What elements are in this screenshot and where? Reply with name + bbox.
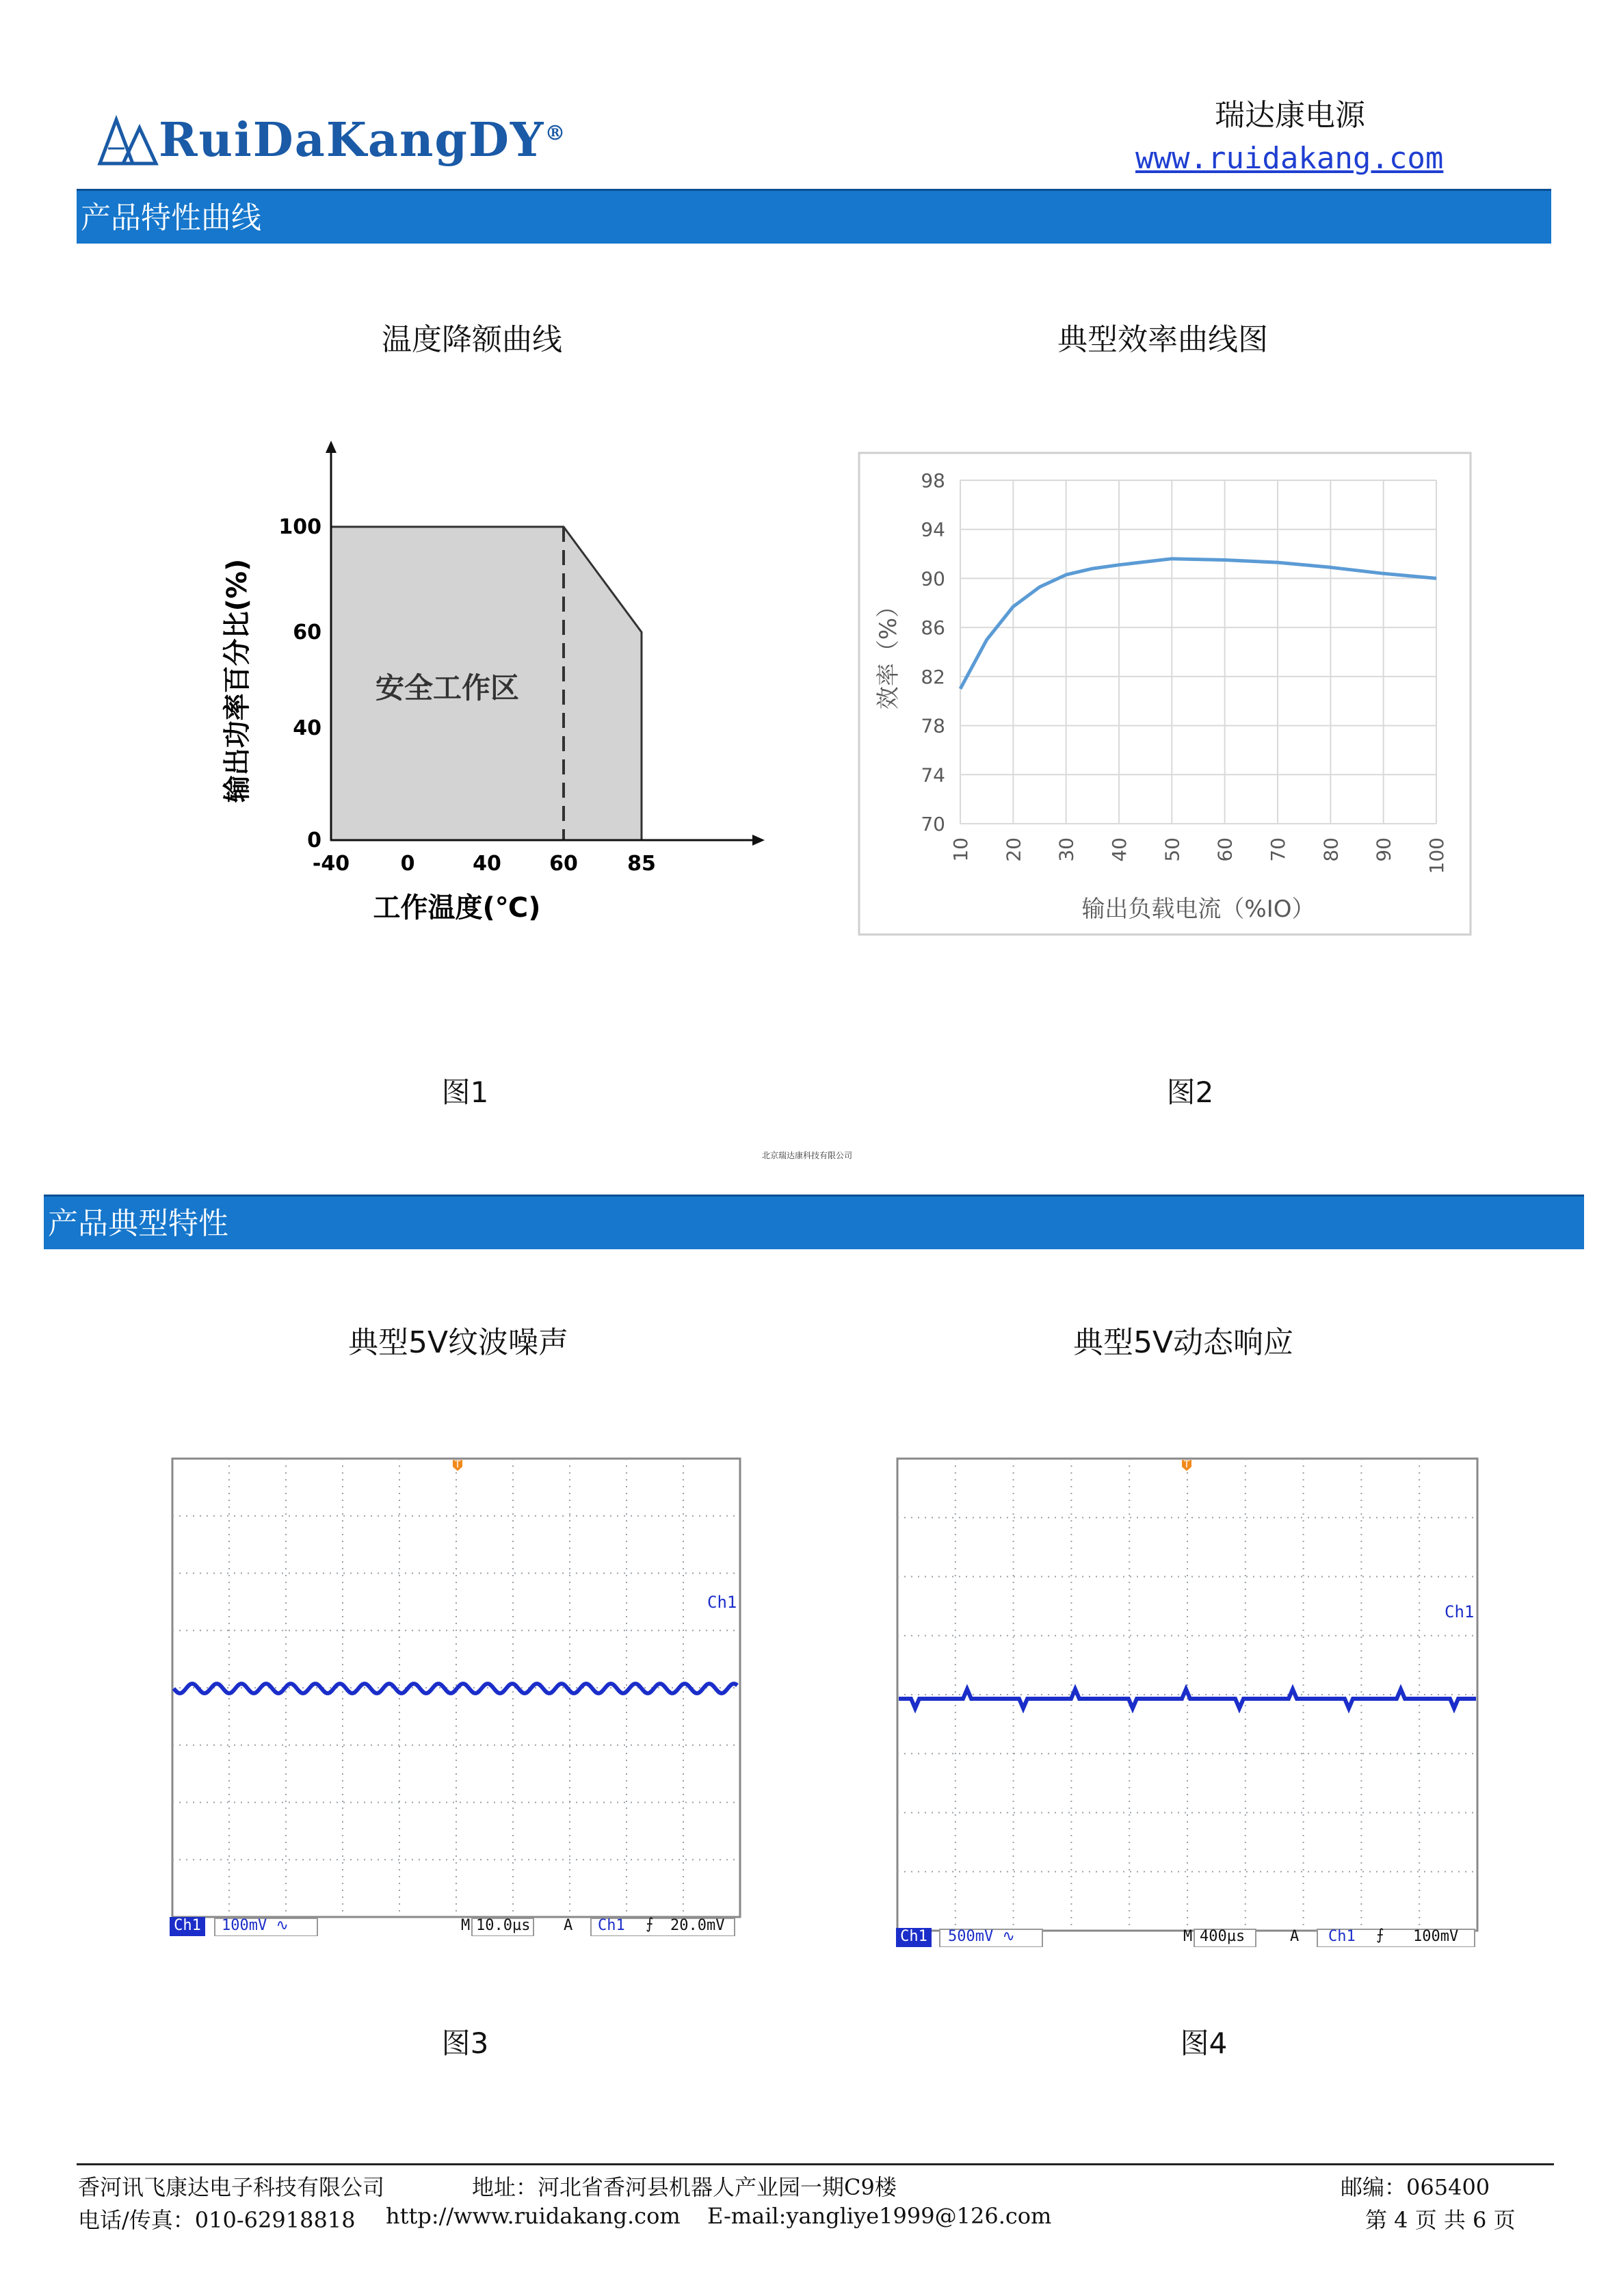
scope2-time-div: 400µs (1200, 1928, 1246, 1945)
header-company-name: 瑞达康电源 (1215, 98, 1365, 133)
logo-mountain-icon (97, 113, 159, 168)
y-tick-label: 70 (921, 813, 945, 835)
x-axis-label: 输出负载电流（%IO） (1081, 896, 1315, 923)
scope1-title: 典型5V纹波噪声 (347, 1325, 569, 1360)
chart1-title: 温度降额曲线 (382, 322, 562, 357)
scope2-volt-div: 500mV ∿ (948, 1928, 1015, 1945)
chart2-title: 典型效率曲线图 (1057, 322, 1268, 357)
y-tick-label: 40 (293, 716, 321, 740)
footer-phone: 电话/传真：010-62918818 (78, 2207, 356, 2233)
scope2-m-label: M (1183, 1928, 1193, 1945)
y-tick-label: 86 (921, 616, 945, 640)
x-tick-label: 40 (473, 852, 501, 876)
scope2-a-label: A (1290, 1928, 1300, 1945)
y-tick-label: 90 (921, 567, 945, 590)
x-tick-label: 40 (1108, 837, 1131, 862)
x-tick-label: 10 (949, 837, 972, 862)
x-tick-label: 80 (1319, 837, 1343, 862)
y-tick-label: 82 (921, 665, 945, 688)
footer-email[interactable]: E-mail:yangliye1999@126.com (707, 2203, 1052, 2229)
x-tick-label: 85 (627, 852, 656, 876)
footer-url[interactable]: http://www.ruidakang.com (386, 2203, 681, 2229)
x-tick-label: 30 (1055, 837, 1078, 862)
scope2-title: 典型5V动态响应 (1072, 1325, 1294, 1360)
x-axis-arrow-icon (752, 835, 765, 846)
scope2-trigger-source: Ch1 (1328, 1928, 1356, 1945)
rising-edge-icon: ⨍ (646, 1916, 654, 1933)
scope1-m-label: M (461, 1917, 471, 1934)
scope1-trigger-source: Ch1 (598, 1917, 625, 1934)
footer-divider (77, 2163, 1554, 2165)
x-tick-label: 90 (1372, 837, 1395, 862)
footer-address: 地址：河北省香河县机器人产业园一期C9楼 (472, 2174, 897, 2200)
figure-caption-1: 图1 (441, 1075, 489, 1109)
x-axis-label: 工作温度(℃) (373, 892, 541, 924)
scope1-trigger-level: 20.0mV (670, 1917, 725, 1934)
x-tick-label: -40 (312, 852, 350, 876)
rising-edge-icon: ⨍ (1376, 1927, 1384, 1944)
scope1-channel-label: Ch1 (707, 1593, 737, 1612)
footer-page-number: 第 4 页 共 6 页 (1365, 2207, 1516, 2233)
scope1-a-label: A (564, 1917, 573, 1934)
y-tick-label: 0 (307, 829, 321, 852)
scope2-channel-label: Ch1 (1445, 1602, 1475, 1621)
safe-area-label: 安全工作区 (375, 671, 520, 705)
section-bar-typical: 产品典型特性 (44, 1195, 1584, 1249)
y-axis-label: 输出功率百分比(%) (222, 558, 253, 803)
oscilloscope-dynamic (893, 1449, 1488, 1947)
x-tick-label: 50 (1161, 837, 1184, 862)
figure-caption-3: 图3 (441, 2026, 489, 2060)
y-tick-label: 74 (921, 764, 945, 787)
small-company-note: 北京瑞达康科技有限公司 (762, 1151, 853, 1160)
oscilloscope-ripple (167, 1449, 747, 1936)
scope1-volt-div: 100mV ∿ (222, 1917, 289, 1934)
logo-wordmark: RuiDaKangDY® (159, 113, 567, 168)
x-tick-label: 60 (549, 852, 578, 876)
y-tick-label: 78 (921, 714, 945, 738)
header-website-link[interactable]: www.ruidakang.com (1135, 141, 1444, 176)
coupling-icon: ∿ (1002, 1928, 1015, 1945)
figure-caption-4: 图4 (1180, 2026, 1228, 2060)
trigger-marker-icon: T (1183, 1459, 1190, 1470)
derating-chart (205, 438, 780, 944)
x-tick-label: 0 (400, 852, 415, 876)
y-axis-arrow-icon (326, 441, 337, 453)
x-tick-label: 20 (1002, 837, 1025, 862)
company-logo (97, 103, 566, 178)
y-tick-label: 98 (921, 469, 945, 492)
y-tick-label: 60 (293, 621, 321, 644)
x-tick-label: 100 (1425, 837, 1448, 874)
footer-company: 香河讯飞康达电子科技有限公司 (78, 2174, 385, 2200)
coupling-icon: ∿ (276, 1917, 289, 1934)
trigger-marker-icon: T (454, 1459, 461, 1470)
scope2-trigger-level: 100mV (1413, 1928, 1459, 1945)
x-tick-label: 70 (1267, 837, 1289, 862)
section-bar-characteristics: 产品特性曲线 (77, 189, 1551, 244)
scope1-ch-badge: Ch1 (174, 1917, 201, 1934)
figure-caption-2: 图2 (1166, 1075, 1214, 1109)
y-axis-label: 效率（%） (875, 594, 902, 710)
footer-postcode: 邮编：065400 (1341, 2174, 1490, 2200)
x-tick-label: 60 (1213, 837, 1237, 862)
scope1-time-div: 10.0µs (476, 1917, 531, 1934)
scope2-ch-badge: Ch1 (900, 1928, 927, 1945)
y-tick-label: 100 (278, 515, 321, 539)
y-tick-label: 94 (921, 518, 945, 541)
efficiency-chart (858, 452, 1473, 937)
